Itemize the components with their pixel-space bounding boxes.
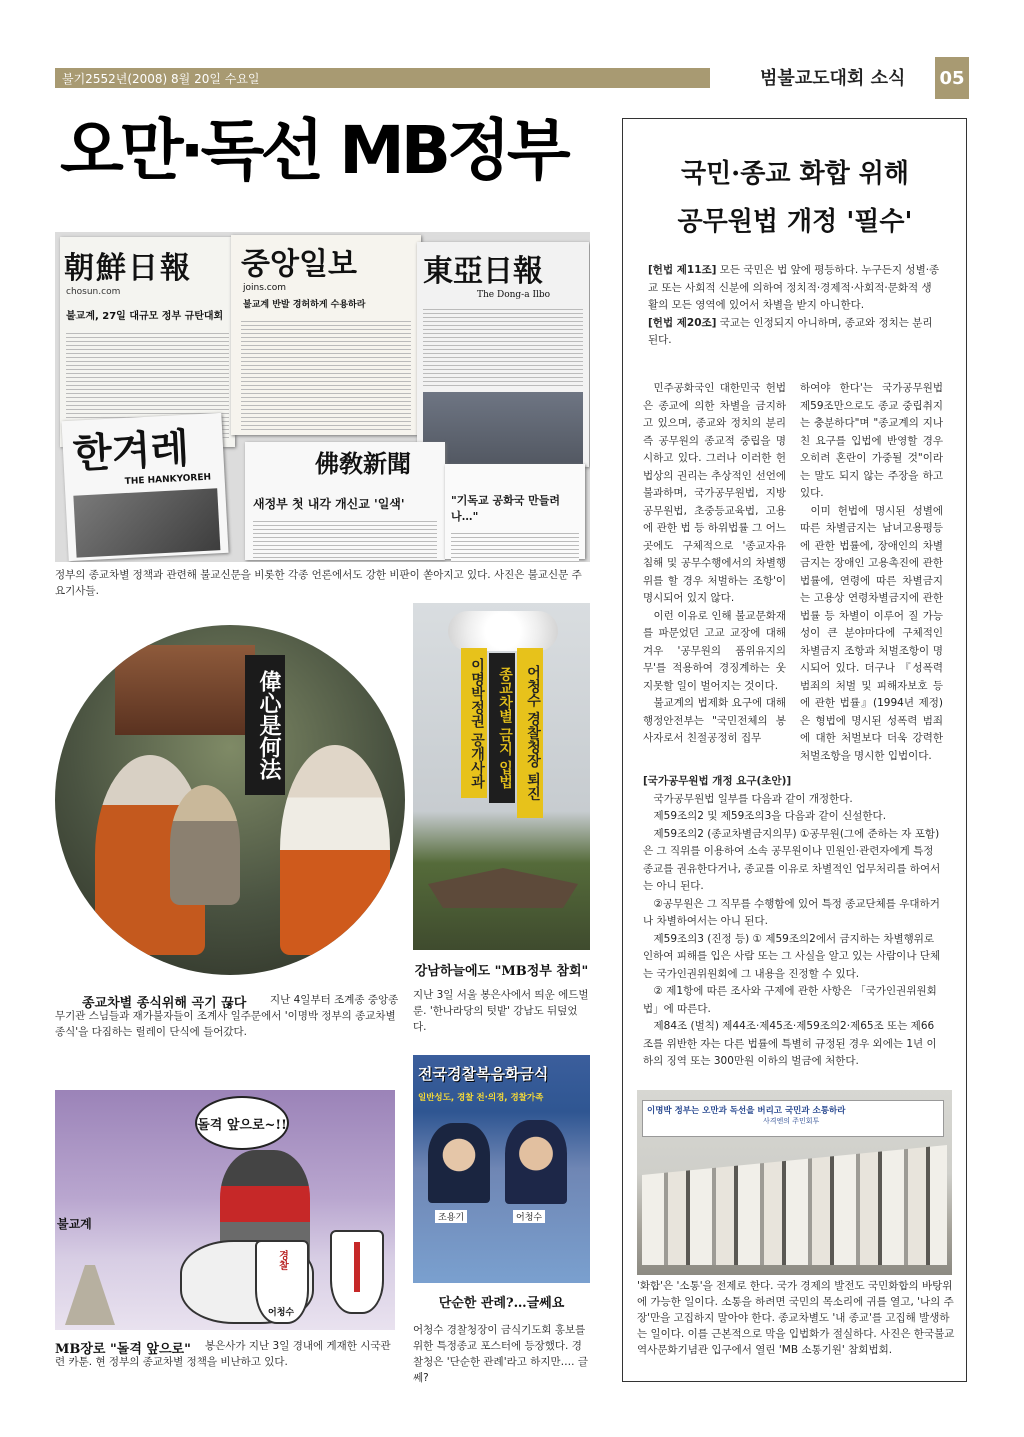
portrait-right [505,1120,567,1204]
poster-photo [413,1055,590,1283]
article-11-head: [헌법 제11조] [648,264,717,276]
cartoon-image [55,1090,395,1330]
body-column-2 [800,380,943,765]
banner-middle: 종교차별 금지 입법 [489,653,515,803]
hankyoreh-english: THE HANKYOREH [124,472,212,488]
article-11-text: 모든 국민은 법 앞에 평등하다. 누구든지 성별·종교 또는 사회적 신분에 의하여 정치적·경제적·사회적·문화적 생활의 모든 영역에 있어서 차별을 받지 아니한다. [648,264,940,311]
cartoon-caption: 봉은사가 지난 3일 경내에 게재한 시국관련 카툰. 현 정부의 종교차별 정책을 비난하고 있다. [55,1340,391,1368]
protest-banner-sub: 사격엔의 주민회투 [763,1117,820,1125]
donga-english: The Dong-a Ilbo [477,290,551,300]
main-headline: 오만·독선 MB정부 [60,112,567,189]
monks-photo [55,625,405,975]
amendment-line: 국가공무원법 일부를 다음과 같이 개정한다. [653,792,853,805]
body-column-1 [643,380,786,748]
name-left: 조용기 [435,1210,467,1223]
donga-masthead: 東亞日報 [423,254,543,289]
monks-caption: 지난 4일부터 조계종 중앙종무기관 스님들과 재가불자들이 조계사 일주문에서 '이명박 정부의 종교차별 종식'을 다짐하는 릴레이 단식에 들어갔다. [55,994,399,1038]
chosun-masthead: 朝鮮日報 [64,251,192,286]
col1-para: 불교계의 법제화 요구에 대해 행정안전부는 "국민전체의 봉사자로서 친절공정히 집무 [643,697,786,744]
amendment-line: ② 제1항에 따른 조사와 구제에 관한 사항은 「국가인권위원회법」에 따른다. [643,985,937,1015]
protest-banner [642,1100,944,1137]
poster-caption-title: 단순한 관례?…글쎄요 [438,1296,565,1311]
col2-para: 하여야 한다'는 국가공무원법 제59조만으로도 종교 중립취지는 충분하다"며 "종교계의 지나친 요구를 입법에 반영할 경우 오히려 혼란이 가중될 것"이라는 말도 되지 않는 주장을 하고 있다. [800,382,943,499]
article-20 [648,315,940,350]
amendment-line: 제59조의2 (종교차별금지의무) ①공무원(그에 준하는 자 포함)은 그 직위를 이용하여 소속 공무원이나 민원인·관련자에게 특정 종교를 권유한다거나, 종교를 이유로 차별적인 업무처리를 하여서는 아니 된다. [643,827,941,892]
poster-subtitle: 일반성도, 경찰 전·의경, 경찰가족 [418,1093,544,1103]
temple-roof [428,868,578,908]
amendment-line: 제59조의2 및 제59조의3을 다음과 같이 신설한다. [653,810,887,822]
chosun-site: chosun.com [66,287,121,297]
hankyoreh-masthead: 한겨레 [72,425,191,478]
protest-banner-text: 이명박 정부는 오만과 독선을 버리고 국민과 소통하라 [647,1106,846,1116]
balloon-photo [413,603,590,950]
balloons [448,611,558,651]
col2-para: 이미 헌법에 명시된 성별에 따른 차별금지는 남녀고용평등에 관한 법률에, 장애인의 차별금지는 장애인 고용촉진에 관한 법률에, 연령에 따른 차별금지는 고용상 연령차별금지에 관한 법률 등 차별이 이루어 질 가능성이 큰 분야마다에 구체적인 차별금지 조항과 처벌조항이 명시되어 있다. 더구나 『성폭력범죄의 처벌 및 피해자보호 등에 관한 법률』(1994년 제정)은 형법에 명시된 성폭력 범죄에 대한 처벌보다 더욱 강력한 처벌조항을 명시한 입법이다. [800,504,943,762]
shield-right [330,1230,384,1314]
amendment-head: [국가공무원법 개정 요구(초안)] [643,775,792,787]
col1-para: 민주공화국인 대한민국 헌법은 종교에 의한 차별을 금지하고 있으며, 종교와 정치의 분리 즉 공무원의 종교적 중립을 명시하고 있다. 그러나 이러한 헌법상의 권리는 추상적인 선언에 불과하며, 국가공무원법, 지방공무원법, 초중등교육법, 고용에 관한 법 등 하위법률 그 어느 곳에도 구체적으로 '종교자유 침해 및 공무수행에서의 차별행위를 할 경우 처벌하는 조항'이 명시되어 있지 않다. [643,382,786,604]
amendment-line: 제59조의3 (진정 등) ① 제59조의2에서 금지하는 차별행위로 인하여 피해를 입은 사람 또는 그 사실을 알고 있는 사람이나 단체는 국가인권위원회에 그 내용을 진정할 수 있다. [643,932,941,980]
article-20-head: [헌법 제20조] [648,316,717,329]
joongang-site: joins.com [243,283,286,293]
shield-label: 경찰 [276,1250,288,1270]
bulgyo-headline: 새정부 첫 내각 개신교 '일색' [253,497,405,511]
hankyoreh-clipping [61,413,228,561]
bowing-photo [637,1090,952,1275]
portrait-left [428,1123,490,1203]
balloon-caption-title: 강남하늘에도 "MB정부 참회" [414,964,589,979]
monk-right [280,745,390,955]
issue-date: 불기2552년(2008) 8월 20일 수요일 [62,72,260,86]
amendment-line: 제84조 (벌칙) 제44조·제45조·제59조의2·제65조 또는 제66조를 위반한 자는 다른 법률에 특별히 규정된 경우 외에는 1년 이하의 징역 또는 300만원 이하의 벌금에 처한다. [643,1020,937,1067]
temple-gate [115,645,255,735]
balloon-caption: 지난 3일 서울 봉은사에서 띄운 에드벌룬. '한나라당의 텃밭' 강남도 뒤덮었다. [413,989,589,1033]
amendment-line: ②공무원은 그 직무를 수행함에 있어 특정 종교단체를 우대하거나 차별하여서는 아니 된다. [643,897,940,927]
box-title-line-1: 국민·종교 화합 위해 [680,159,910,189]
buddhist-label: 불교계 [57,1217,92,1231]
name-label: 어청수 [268,1308,295,1318]
quote-clipping [445,464,585,559]
article-20-text: 국교는 인정되지 아니하며, 종교와 정치는 분리된다. [648,316,933,346]
banner-right: 어청수 경찰청장 퇴진 [517,648,543,818]
vertical-banner: 偉心是何法 [245,655,285,795]
monk-middle [170,785,240,905]
col1-para: 이런 이유로 인해 불교문화재를 파문었던 고교 교장에 대해 겨우 '공무원의 품위유지의무'를 적용하여 경징계하는 웃지못할 일이 벌어지는 것이다. [643,609,786,692]
section-title: 범불교도대회 소식 [760,68,906,89]
quote-headline: "기독교 공화국 만들려나…" [451,494,561,523]
crowd-bowing [642,1145,947,1265]
pagoda [65,1265,115,1325]
speech-bubble: 돌격 앞으로~!! [195,1096,289,1150]
box-title-line-2: 공무원법 개정 '필수' [677,207,913,237]
banner-left: 이명박정권 공개사과 [461,648,487,798]
bowing-caption: '화합'은 '소통'을 전제로 한다. 국가 경제의 발전도 국민화합의 바탕위에 가능한 일이다. 소통을 하려면 국민의 목소리에 귀를 열고, '나의 주장'만을 고집하지 말아야 한다. 종교차별도 '내 종교'를 고집해 발생하는 일이다. 이를 근본적으로 막을 입법화가 절실하다. 사진은 한국불교역사문화기념관 입구에서 열린 'MB 소통기원' 참회법회. [637,1280,955,1356]
newspaper-caption: 정부의 종교차별 정책과 관련해 불교신문을 비롯한 각종 언론에서도 강한 비판이 쏟아지고 있다. 사진은 불교신문 주요기사들. [55,569,582,597]
cartoon-caption-title: MB장로 "돌격 앞으로" [55,1342,191,1357]
joongang-masthead: 중앙일보 [241,247,357,282]
joongang-clipping [231,235,421,435]
monks-caption-title: 종교차별 종식위해 곡기 끊다 [82,996,247,1011]
poster-caption: 어청수 경찰청장이 금식기도회 홍보를 위한 특정종교 포스터에 등장했다. 경찰청은 '단순한 관례'라고 하지만…. 글쎄? [413,1324,588,1384]
bulgyo-clipping [245,442,445,560]
newspaper-collage-photo [55,232,590,562]
box-title [640,150,950,246]
bulgyo-masthead: 佛敎新聞 [315,449,411,478]
article-11 [648,262,940,315]
chosun-headline: 불교계, 27일 대규모 정부 규탄대회 [66,311,224,322]
constitution-articles [648,262,940,350]
name-right: 어청수 [513,1210,545,1223]
joongang-headline: 불교계 반발 경허하게 수용하라 [243,300,366,310]
donga-clipping [417,242,589,467]
amendment-draft [643,773,943,1071]
page-number: 05 [935,57,969,99]
poster-headline: 전국경찰복음화금식 [418,1065,549,1083]
